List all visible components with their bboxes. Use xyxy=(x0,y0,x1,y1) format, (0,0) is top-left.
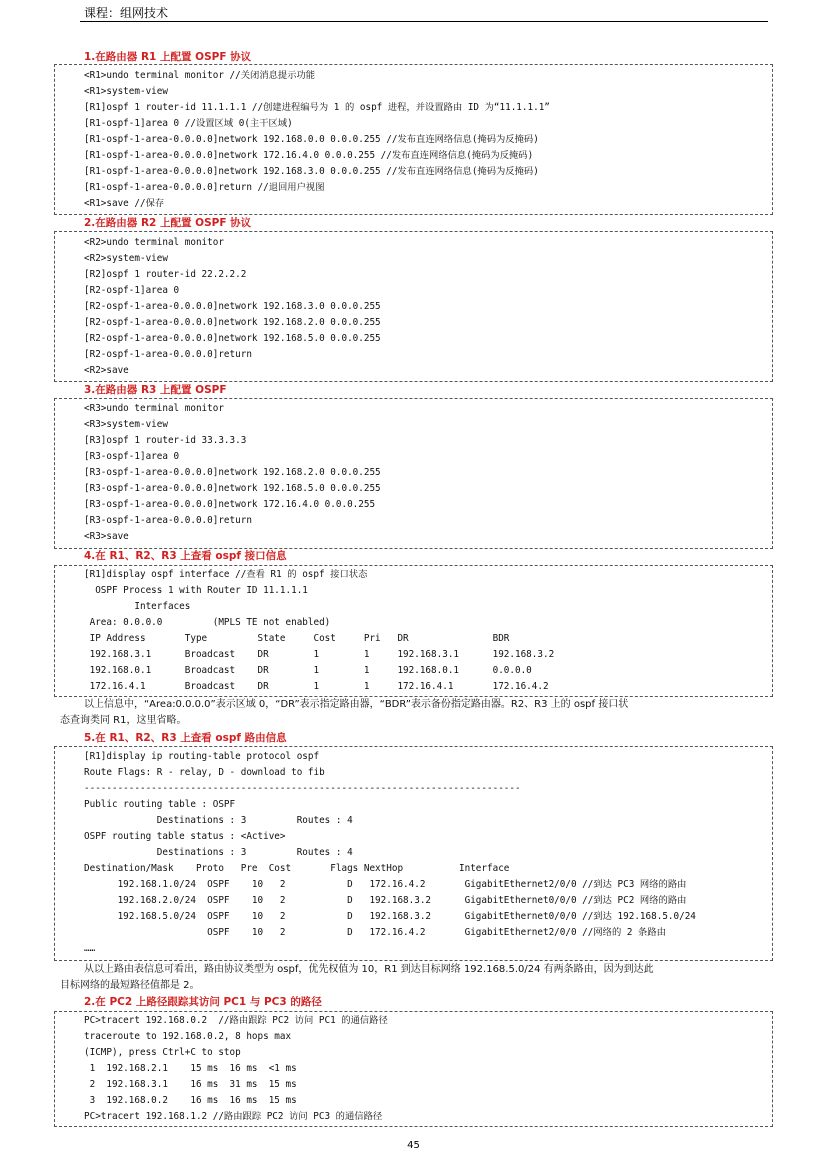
code-line: [R3]ospf 1 router-id 33.3.3.3 xyxy=(84,435,247,446)
code-line: <R1>save //保存 xyxy=(84,198,165,209)
code-line: 2 192.168.3.1 16 ms 31 ms 15 ms xyxy=(84,1079,297,1090)
section-3-title: 3.在路由器 R3 上配置 OSPF xyxy=(84,384,227,396)
code-line: [R2-ospf-1-area-0.0.0.0]network 192.168.2.0 0.0.0.255 xyxy=(84,317,381,328)
code-line: [R1-ospf-1-area-0.0.0.0]network 192.168.3.0 0.0.0.255 //发布直连网络信息(掩码为反掩码) xyxy=(84,166,539,177)
routing-note-line-1: 从以上路由表信息可看出，路由协议类型为 ospf，优先权值为 10，R1 到达目标网络 192.168.5.0/24 有两条路由，因为到达此 xyxy=(84,964,654,975)
code-line: [R1-ospf-1-area-0.0.0.0]return //退回用户视图 xyxy=(84,182,325,193)
code-line: <R3>undo terminal monitor xyxy=(84,403,224,414)
code-line: <R2>system-view xyxy=(84,253,168,264)
section-4-title: 4.在 R1、R2、R3 上查看 ospf 接口信息 xyxy=(84,550,287,562)
code-line: 192.168.3.1 Broadcast DR 1 1 192.168.3.1 192.168.3.2 xyxy=(84,649,555,660)
code-line: Route Flags: R - relay, D - download to fib xyxy=(84,767,325,778)
code-line: [R1-ospf-1-area-0.0.0.0]network 192.168.0.0 0.0.0.255 //发布直连网络信息(掩码为反掩码) xyxy=(84,134,539,145)
code-line: 192.168.2.0/24 OSPF 10 2 D 192.168.3.2 GigabitEthernet0/0/0 //到达 PC2 网络的路由 xyxy=(84,895,687,906)
section-1-title: 1.在路由器 R1 上配置 OSPF 协议 xyxy=(84,51,252,63)
code-line: [R3-ospf-1-area-0.0.0.0]network 192.168.2.0 0.0.0.255 xyxy=(84,467,381,478)
code-line: <R3>system-view xyxy=(84,419,168,430)
page-number: 45 xyxy=(407,1140,420,1151)
code-line: [R1]display ospf interface //查看 R1 的 ospf 接口状态 xyxy=(84,569,368,580)
code-line: Destinations : 3 Routes : 4 xyxy=(84,847,353,858)
code-line: [R2-ospf-1-area-0.0.0.0]return xyxy=(84,349,252,360)
code-line: PC>tracert 192.168.0.2 //路由跟踪 PC2 访问 PC1 的通信路径 xyxy=(84,1015,388,1026)
section-5-title: 5.在 R1、R2、R3 上查看 ospf 路由信息 xyxy=(84,732,287,744)
code-line: [R2-ospf-1-area-0.0.0.0]network 192.168.5.0 0.0.0.255 xyxy=(84,333,381,344)
routing-note-line-2: 目标网络的最短路径值都是 2。 xyxy=(60,980,200,991)
code-line: ------------------------------------------------------------------------------ xyxy=(84,783,521,794)
interface-note-line-2: 态查询类同 R1，这里省略。 xyxy=(60,715,187,726)
course-header: 课程：组网技术 xyxy=(84,6,169,20)
code-line: 192.168.5.0/24 OSPF 10 2 D 192.168.3.2 GigabitEthernet0/0/0 //到达 192.168.5.0/24 xyxy=(84,911,696,922)
header-rule xyxy=(80,21,768,22)
code-line: [R1]ospf 1 router-id 11.1.1.1 //创建进程编号为 1 的 ospf 进程，并设置路由 ID 为“11.1.1.1” xyxy=(84,102,550,113)
code-line: Interfaces xyxy=(84,601,191,612)
section-6-title: 2.在 PC2 上路径跟踪其访问 PC1 与 PC3 的路径 xyxy=(84,996,322,1008)
code-line: …… xyxy=(84,943,96,954)
code-line: Destination/Mask Proto Pre Cost Flags NextHop Interface xyxy=(84,863,510,874)
section-2-title: 2.在路由器 R2 上配置 OSPF 协议 xyxy=(84,217,252,229)
code-line: <R2>undo terminal monitor xyxy=(84,237,224,248)
code-line: 3 192.168.0.2 16 ms 16 ms 15 ms xyxy=(84,1095,297,1106)
code-line: [R1-ospf-1]area 0 //设置区域 0(主干区域) xyxy=(84,118,293,129)
code-line: [R3-ospf-1-area-0.0.0.0]return xyxy=(84,515,252,526)
code-line: (ICMP), press Ctrl+C to stop xyxy=(84,1047,241,1058)
code-line: PC>tracert 192.168.1.2 //路由跟踪 PC2 访问 PC3 的通信路径 xyxy=(84,1111,383,1122)
code-line: [R2-ospf-1-area-0.0.0.0]network 192.168.3.0 0.0.0.255 xyxy=(84,301,381,312)
code-line: [R1-ospf-1-area-0.0.0.0]network 172.16.4.0 0.0.0.255 //发布直连网络信息(掩码为反掩码) xyxy=(84,150,534,161)
code-line: Destinations : 3 Routes : 4 xyxy=(84,815,353,826)
code-line: <R2>save xyxy=(84,365,129,376)
code-line: [R3-ospf-1-area-0.0.0.0]network 172.16.4.0 0.0.0.255 xyxy=(84,499,376,510)
code-line: <R3>save xyxy=(84,531,129,542)
code-line: OSPF routing table status : <Active> xyxy=(84,831,286,842)
code-line: [R1]display ip routing-table protocol ospf xyxy=(84,751,320,762)
code-line: Public routing table : OSPF xyxy=(84,799,236,810)
code-line: <R1>undo terminal monitor //关闭消息提示功能 xyxy=(84,70,316,81)
code-line: 1 192.168.2.1 15 ms 16 ms <1 ms xyxy=(84,1063,297,1074)
code-line: OSPF Process 1 with Router ID 11.1.1.1 xyxy=(84,585,308,596)
code-line: 172.16.4.1 Broadcast DR 1 1 172.16.4.1 172.16.4.2 xyxy=(84,681,549,692)
code-line: 192.168.0.1 Broadcast DR 1 1 192.168.0.1 0.0.0.0 xyxy=(84,665,532,676)
code-line: [R3-ospf-1]area 0 xyxy=(84,451,180,462)
code-line: 192.168.1.0/24 OSPF 10 2 D 172.16.4.2 GigabitEthernet2/0/0 //到达 PC3 网络的路由 xyxy=(84,879,687,890)
code-line: IP Address Type State Cost Pri DR BDR xyxy=(84,633,510,644)
code-line: [R2]ospf 1 router-id 22.2.2.2 xyxy=(84,269,247,280)
code-line: [R2-ospf-1]area 0 xyxy=(84,285,180,296)
code-line: OSPF 10 2 D 172.16.4.2 GigabitEthernet2/0/0 //网络的 2 条路由 xyxy=(84,927,666,938)
code-line: Area: 0.0.0.0 (MPLS TE not enabled) xyxy=(84,617,331,628)
code-line: <R1>system-view xyxy=(84,86,168,97)
code-line: traceroute to 192.168.0.2, 8 hops max xyxy=(84,1031,292,1042)
interface-note-line-1: 以上信息中，“Area:0.0.0.0”表示区域 0，“DR”表示指定路由器，“BDR”表示备份指定路由器。R2、R3 上的 ospf 接口状 xyxy=(84,699,629,710)
code-line: [R3-ospf-1-area-0.0.0.0]network 192.168.5.0 0.0.0.255 xyxy=(84,483,381,494)
